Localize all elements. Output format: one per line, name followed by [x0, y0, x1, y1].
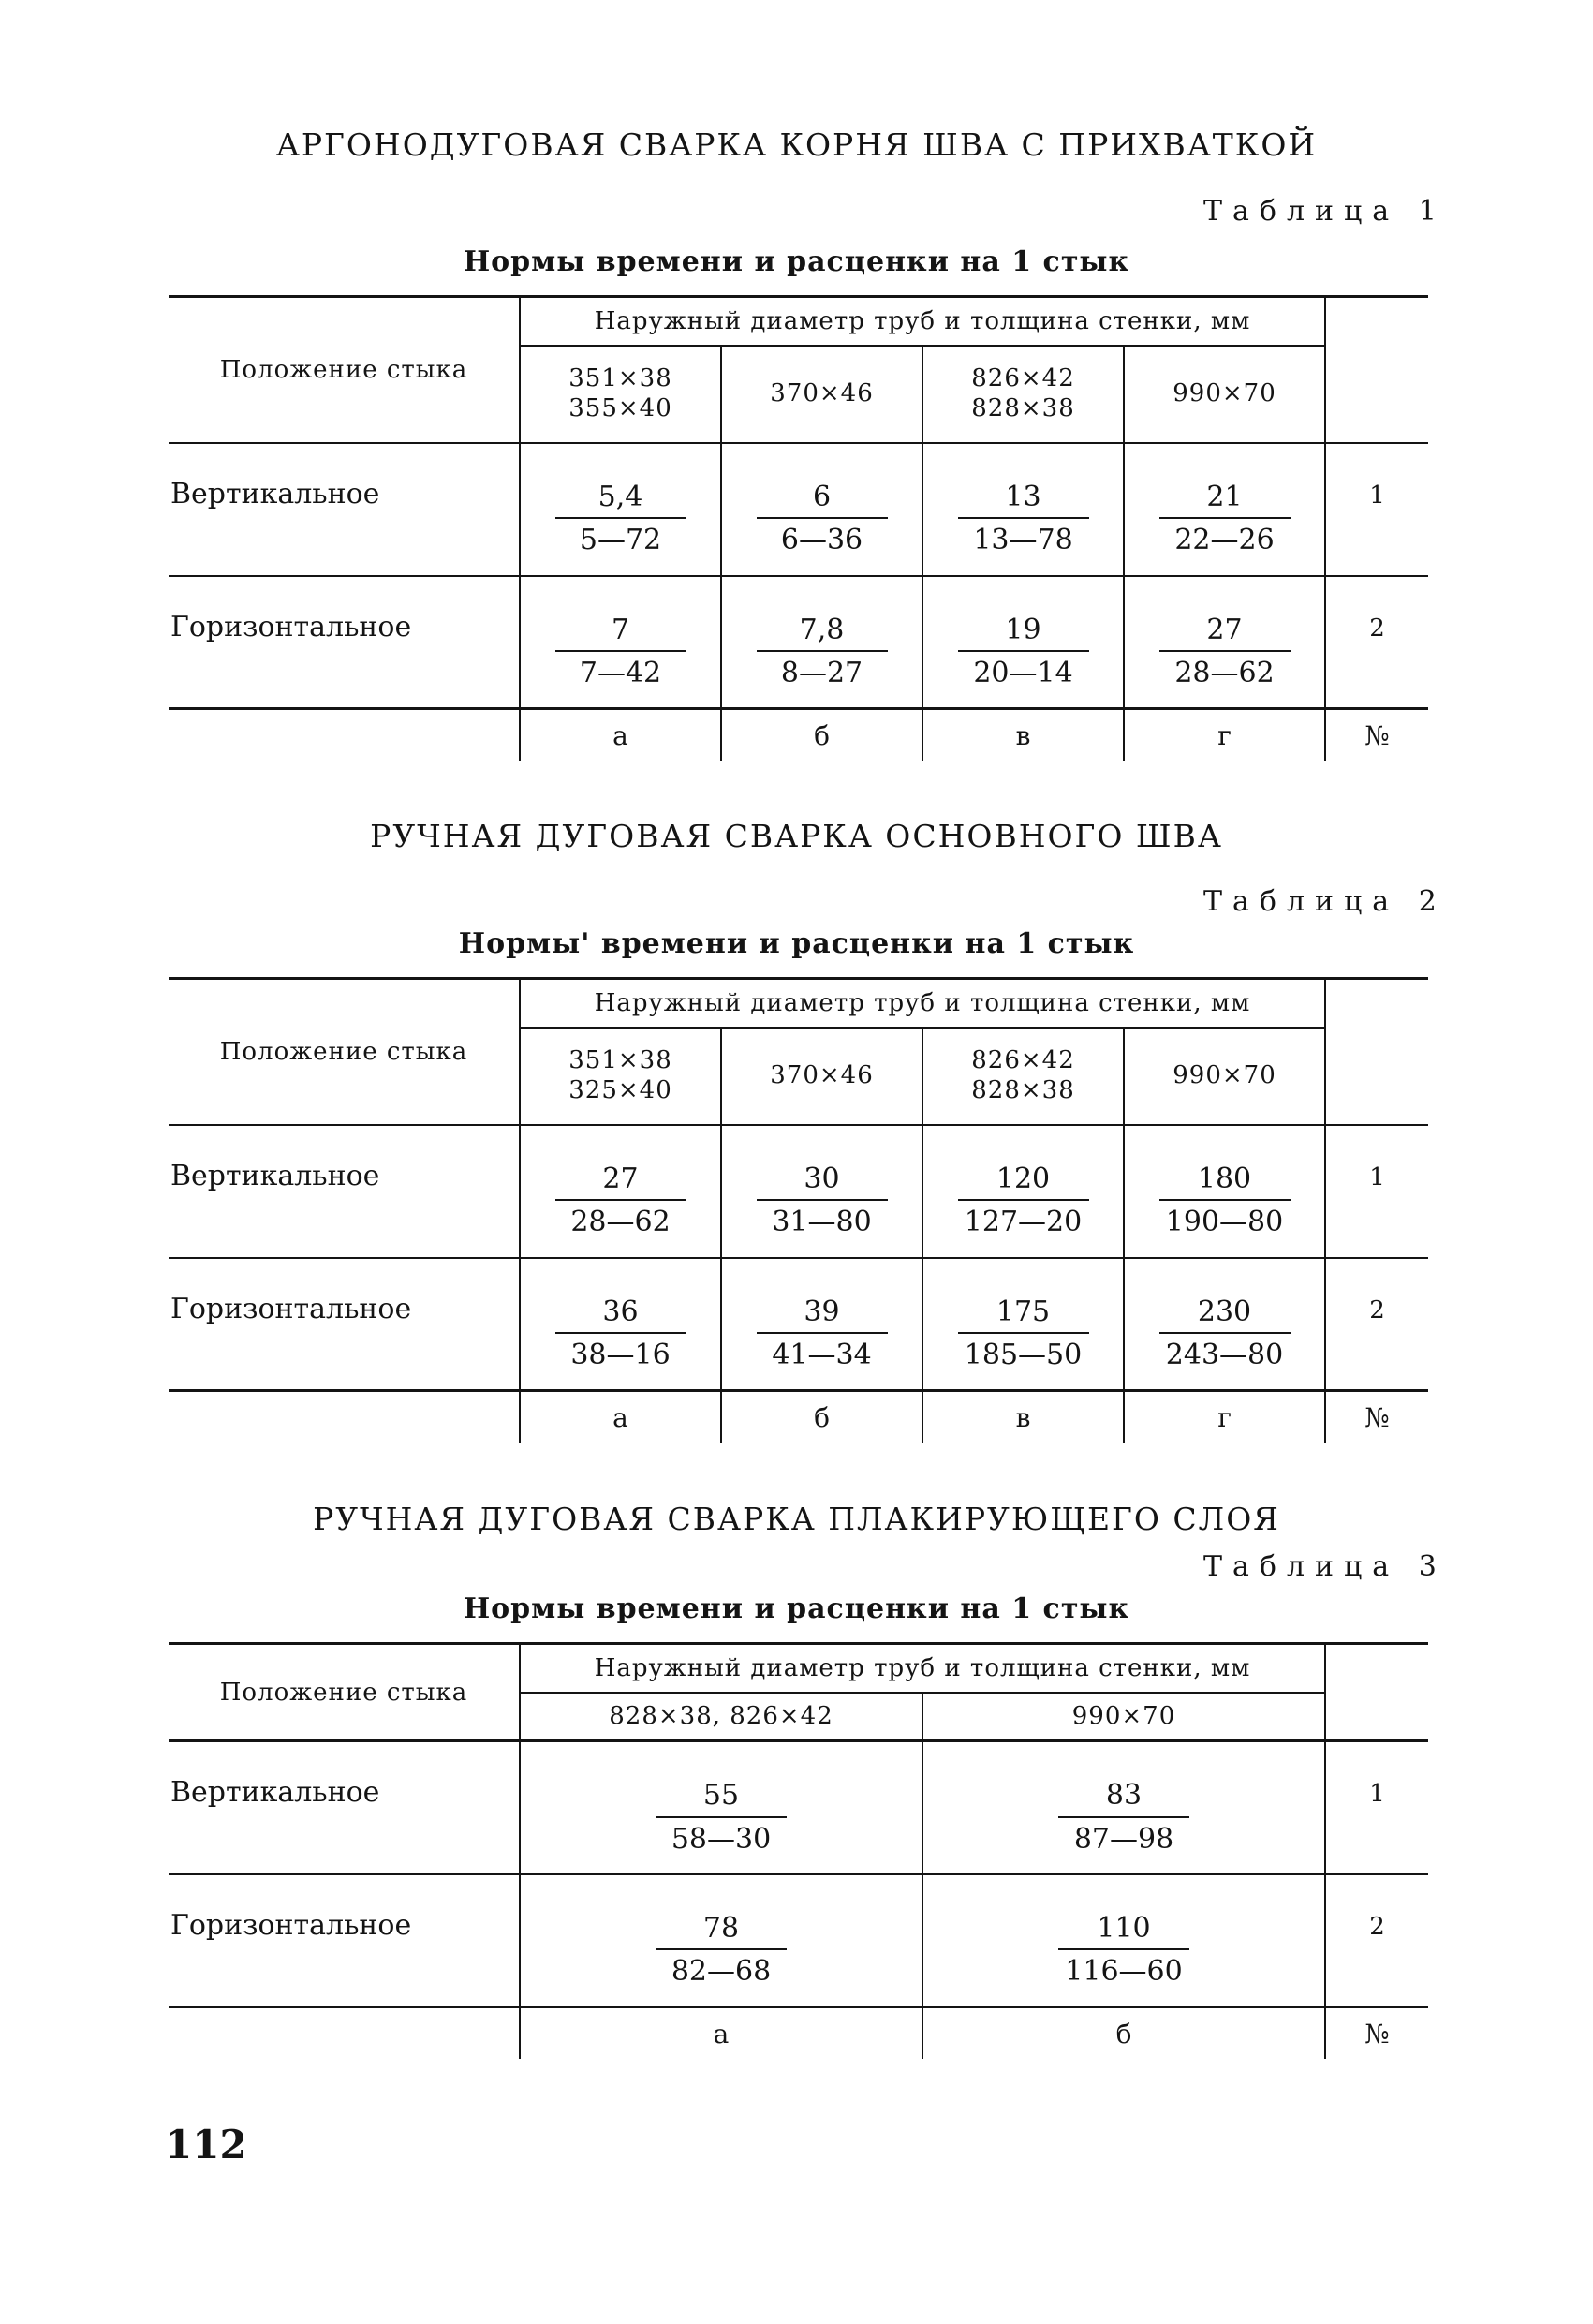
size-header: 351×38 325×40 [520, 1028, 721, 1125]
table-label-1: Таблица 1 [1203, 195, 1447, 228]
fraction-value: $\frac{27}{28—62}$ [555, 1163, 686, 1239]
row-label: Горизонтальное [170, 1292, 412, 1325]
column-letter: в [922, 1391, 1124, 1443]
size-header: 370×46 [721, 346, 922, 443]
fraction-value: $\frac{180}{190—80}$ [1159, 1163, 1291, 1239]
size-header: 826×42 828×38 [922, 346, 1124, 443]
fraction-value: $\frac{19}{20—14}$ [958, 614, 1089, 690]
table-2 [169, 977, 1428, 1443]
column-letter: а [520, 2007, 922, 2060]
table-row [169, 1874, 1428, 2007]
column-letter: г [1124, 709, 1325, 762]
section-title-1: АРГОНОДУГОВАЯ СВАРКА КОРНЯ ШВА С ПРИХВАТКОЙ [275, 126, 1318, 163]
section-title-3: РУЧНАЯ ДУГОВАЯ СВАРКА ПЛАКИРУЮЩЕГО СЛОЯ [313, 1501, 1280, 1537]
table-row [169, 1125, 1428, 1258]
row-label: Горизонтальное [170, 610, 412, 644]
fraction-value: $\frac{230}{243—80}$ [1159, 1296, 1291, 1372]
diameter-header: Наружный диаметр труб и толщина стенки, мм [520, 297, 1325, 346]
fraction-value: $\frac{21}{22—26}$ [1159, 481, 1291, 557]
table-label-2: Таблица 2 [1203, 885, 1447, 918]
row-label: Вертикальное [170, 1159, 380, 1192]
position-header: Положение стыка [219, 1678, 468, 1707]
position-header: Положение стыка [219, 1038, 468, 1066]
row-number: 2 [1325, 576, 1428, 709]
fraction-value: $\frac{27}{28—62}$ [1159, 614, 1291, 690]
column-letter: а [520, 1391, 721, 1443]
fraction-value: $\frac{7,8}{8—27}$ [757, 614, 888, 690]
diameter-header: Наружный диаметр труб и толщина стенки, мм [520, 979, 1325, 1028]
fraction-value: $\frac{55}{58—30}$ [656, 1780, 787, 1856]
position-header: Положение стыка [219, 356, 468, 384]
column-letter: а [520, 709, 721, 762]
fraction-value: $\frac{78}{82—68}$ [656, 1913, 787, 1989]
fraction-value: $\frac{83}{87—98}$ [1058, 1780, 1189, 1856]
fraction-value: $\frac{7}{7—42}$ [555, 614, 686, 690]
row-label: Вертикальное [170, 1776, 380, 1809]
fraction-value: $\frac{13}{13—78}$ [958, 481, 1089, 557]
row-number: 2 [1325, 1874, 1428, 2007]
size-header: 990×70 [1124, 1028, 1325, 1125]
number-sign: № [1325, 709, 1428, 762]
table-3 [169, 1642, 1428, 2059]
table-caption-3: Нормы времени и расценки на 1 стык [463, 1592, 1130, 1625]
table-caption-1: Нормы времени и расценки на 1 стык [463, 245, 1130, 278]
row-number: 1 [1325, 443, 1428, 576]
row-number: 1 [1325, 1125, 1428, 1258]
column-letter: б [721, 709, 922, 762]
column-letter: б [721, 1391, 922, 1443]
table-row [169, 1741, 1428, 1874]
size-header: 828×38, 826×42 [520, 1693, 922, 1741]
fraction-value: $\frac{36}{38—16}$ [555, 1296, 686, 1372]
size-header: 370×46 [721, 1028, 922, 1125]
fraction-value: $\frac{110}{116—60}$ [1058, 1913, 1189, 1989]
page-number: 112 [165, 2122, 247, 2168]
table-1 [169, 295, 1428, 761]
size-header: 990×70 [922, 1693, 1325, 1741]
table-label-3: Таблица 3 [1203, 1550, 1447, 1583]
section-title-2: РУЧНАЯ ДУГОВАЯ СВАРКА ОСНОВНОГО ШВА [370, 818, 1223, 854]
fraction-value: $\frac{175}{185—50}$ [958, 1296, 1089, 1372]
size-header: 990×70 [1124, 346, 1325, 443]
size-header: 826×42 828×38 [922, 1028, 1124, 1125]
column-letter: г [1124, 1391, 1325, 1443]
fraction-value: $\frac{39}{41—34}$ [757, 1296, 888, 1372]
column-letter: б [922, 2007, 1325, 2060]
footer-row [169, 2007, 1428, 2060]
diameter-header: Наружный диаметр труб и толщина стенки, мм [520, 1644, 1325, 1693]
row-label: Горизонтальное [170, 1908, 412, 1942]
table-row [169, 443, 1428, 576]
table-caption-2: Нормы' времени и расценки на 1 стык [458, 927, 1135, 960]
fraction-value: $\frac{5,4}{5—72}$ [555, 481, 686, 557]
fraction-value: $\frac{6}{6—36}$ [757, 481, 888, 557]
fraction-value: $\frac{30}{31—80}$ [757, 1163, 888, 1239]
row-label: Вертикальное [170, 477, 380, 511]
fraction-value: $\frac{120}{127—20}$ [958, 1163, 1089, 1239]
footer-row [169, 1391, 1428, 1443]
row-number: 2 [1325, 1258, 1428, 1391]
footer-row [169, 709, 1428, 762]
number-sign: № [1325, 1391, 1428, 1443]
column-letter: в [922, 709, 1124, 762]
table-row [169, 1258, 1428, 1391]
row-number: 1 [1325, 1741, 1428, 1874]
size-header: 351×38 355×40 [520, 346, 721, 443]
number-sign: № [1325, 2007, 1428, 2060]
table-row [169, 576, 1428, 709]
